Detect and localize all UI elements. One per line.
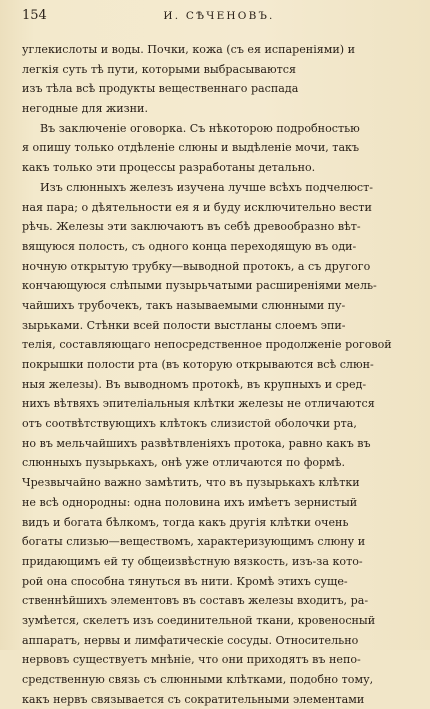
text-line: вящуюся полость, съ одного конца переходящую въ оди- (22, 239, 357, 253)
text-line: телія, составляющаго непосредственное продолженіе роговой (22, 338, 392, 352)
text-line: рѣчь. Железы эти заключаютъ въ себѣ древообразно вѣт- (22, 220, 361, 234)
text-line: отъ соотвѣтствующихъ клѣтокъ слизистой оболочки рта, (22, 417, 357, 431)
text-line: видъ и богата бѣлкомъ, тогда какъ другія клѣтки очень (22, 515, 349, 529)
text-line: ственнѣйшихъ элементовъ въ составъ железы входитъ, ра- (22, 594, 369, 608)
text-line: какъ только эти процессы разработаны детально. (22, 161, 316, 175)
text-line: изъ тѣла всѣ продукты вещественнаго распада (22, 82, 299, 96)
body-text (22, 40, 416, 709)
text-line: но въ мельчайшихъ развѣтвленіяхъ протока, равно какъ въ (22, 436, 371, 450)
text-line: зырьками. Стѣнки всей полости выстланы слоемъ эпи- (22, 318, 346, 332)
text-line: ныя железы). Въ выводномъ протокѣ, въ крупныхъ и сред- (22, 377, 367, 391)
text-line: негодные для жизни. (22, 102, 148, 116)
text-line: я опишу только отдѣленіе слюны и выдѣленіе мочи, такъ (22, 141, 360, 155)
text-line: не всѣ однородны: одна половина ихъ имѣетъ зернистый (22, 495, 358, 509)
text-line: какъ нервъ связывается съ сократительными элементами (22, 692, 365, 706)
text-line: Чрезвычайно важно замѣтить, что въ пузырькахъ клѣтки (22, 476, 360, 490)
text-line: аппаратъ, нервы и лимфатическіе сосуды. Относительно (22, 633, 359, 647)
text-line: слюнныхъ пузырькахъ, онѣ уже отличаются по формѣ. (22, 456, 345, 470)
text-line: углекислоты и воды. Почки, кожа (съ ея испареніями) и (22, 43, 356, 56)
text-line: легкія суть тѣ пути, которыми выбрасываются (22, 62, 297, 76)
page-number: 154 (22, 8, 47, 23)
text-line: рой она способна тянуться въ нити. Кромѣ этихъ суще- (22, 574, 348, 588)
text-line: нервовъ существуетъ мнѣніе, что они приходятъ въ непо- (22, 653, 361, 667)
text-line: придающимъ ей ту общеизвѣстную вязкость, изъ-за кото- (22, 554, 363, 568)
text-line: богаты слизью—веществомъ, характеризующимъ слюну и (22, 535, 366, 549)
text-line: Изъ слюнныхъ железъ изучена лучше всѣхъ подчелюст- (40, 180, 374, 194)
text-line: чайшихъ трубочекъ, такъ называемыми слюнными пу- (22, 298, 346, 312)
text-line: средственную связь съ слюнными клѣтками, подобно тому, (22, 673, 374, 686)
text-line: нихъ вѣтвяхъ эпителіальныя клѣтки железы не отличаются (22, 397, 375, 411)
text-line: ная пара; о дѣятельности ея я и буду исключительно вести (22, 200, 372, 214)
running-head: И. СѢЧЕНОВЪ. (163, 10, 275, 22)
text-line: кончающуюся слѣпыми пузырьчатыми расширеніями мель- (22, 279, 377, 293)
text-line: Въ заключеніе оговорка. Съ нѣкоторою подробностью (40, 121, 360, 135)
text-line: зумѣется, скелетъ изъ соединительной ткани, кровеносный (22, 613, 376, 627)
text-line: ночную открытую трубку—выводной протокъ, а съ другого (22, 259, 371, 273)
text-line: покрышки полости рта (въ которую открываются всѣ слюн- (22, 358, 374, 371)
page-header (22, 8, 416, 32)
